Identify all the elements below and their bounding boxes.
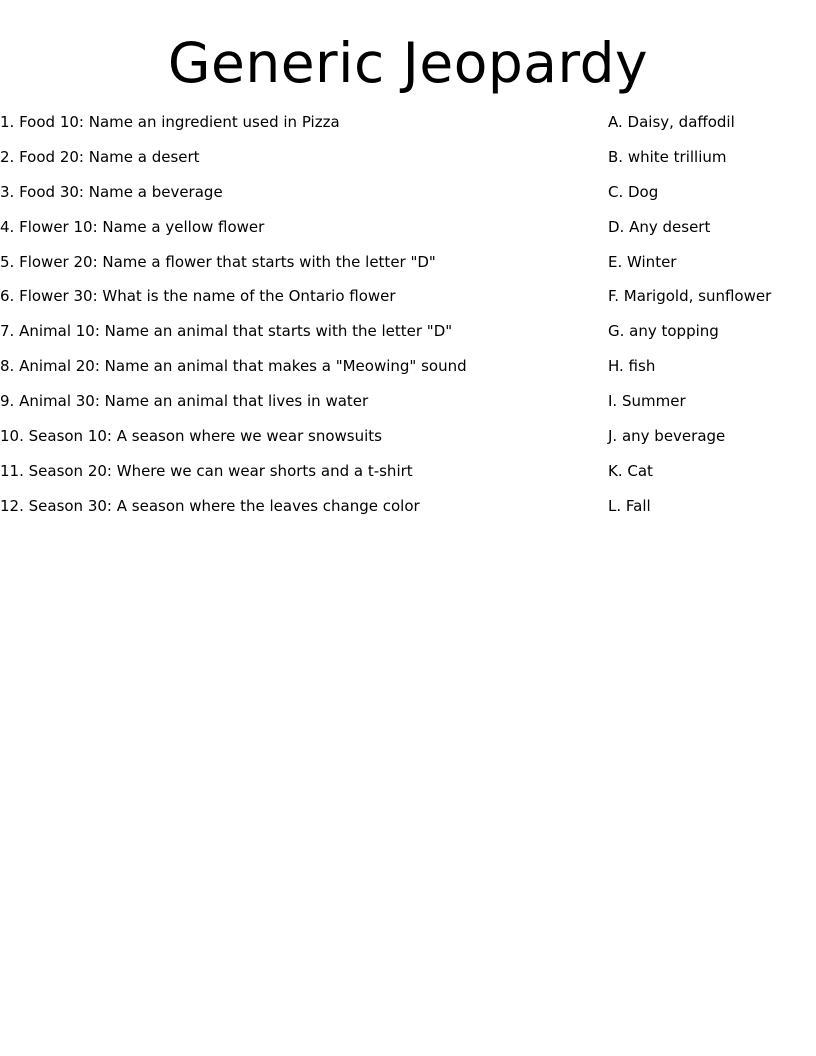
answer-item: H. fish: [608, 357, 656, 376]
answer-item: B. white trillium: [608, 147, 727, 166]
answer-item: L. Fall: [608, 496, 651, 515]
question-item: 9. Animal 30: Name an animal that lives in water: [0, 392, 369, 411]
page-title: Generic Jeopardy: [167, 31, 649, 95]
answer-item: I. Summer: [608, 392, 686, 411]
answer-item: J. any beverage: [608, 427, 726, 446]
question-item: 5. Flower 20: Name a flower that starts with the letter "D": [0, 252, 436, 271]
answer-item: E. Winter: [608, 252, 677, 271]
answer-list: [608, 110, 816, 529]
answer-item: C. Dog: [608, 182, 659, 201]
question-item: 3. Food 30: Name a beverage: [0, 182, 223, 201]
question-item: 11. Season 20: Where we can wear shorts and a t-shirt: [0, 461, 413, 480]
question-item: 10. Season 10: A season where we wear snowsuits: [0, 427, 382, 446]
question-item: 12. Season 30: A season where the leaves change color: [0, 496, 420, 515]
question-item: 6. Flower 30: What is the name of the Ontario flower: [0, 287, 396, 306]
answer-item: G. any topping: [608, 322, 719, 341]
question-item: 4. Flower 10: Name a yellow flower: [0, 217, 265, 236]
answer-item: D. Any desert: [608, 217, 711, 236]
question-item: 7. Animal 10: Name an animal that starts with the letter "D": [0, 322, 453, 341]
answer-item: F. Marigold, sunflower: [608, 287, 772, 306]
question-item: 1. Food 10: Name an ingredient used in Pizza: [0, 113, 340, 131]
question-item: 2. Food 20: Name a desert: [0, 147, 200, 166]
question-item: 8. Animal 20: Name an animal that makes a "Meowing" sound: [0, 357, 467, 376]
answer-item: A. Daisy, daffodil: [608, 113, 735, 131]
question-list: [0, 110, 590, 529]
answer-item: K. Cat: [608, 461, 653, 480]
